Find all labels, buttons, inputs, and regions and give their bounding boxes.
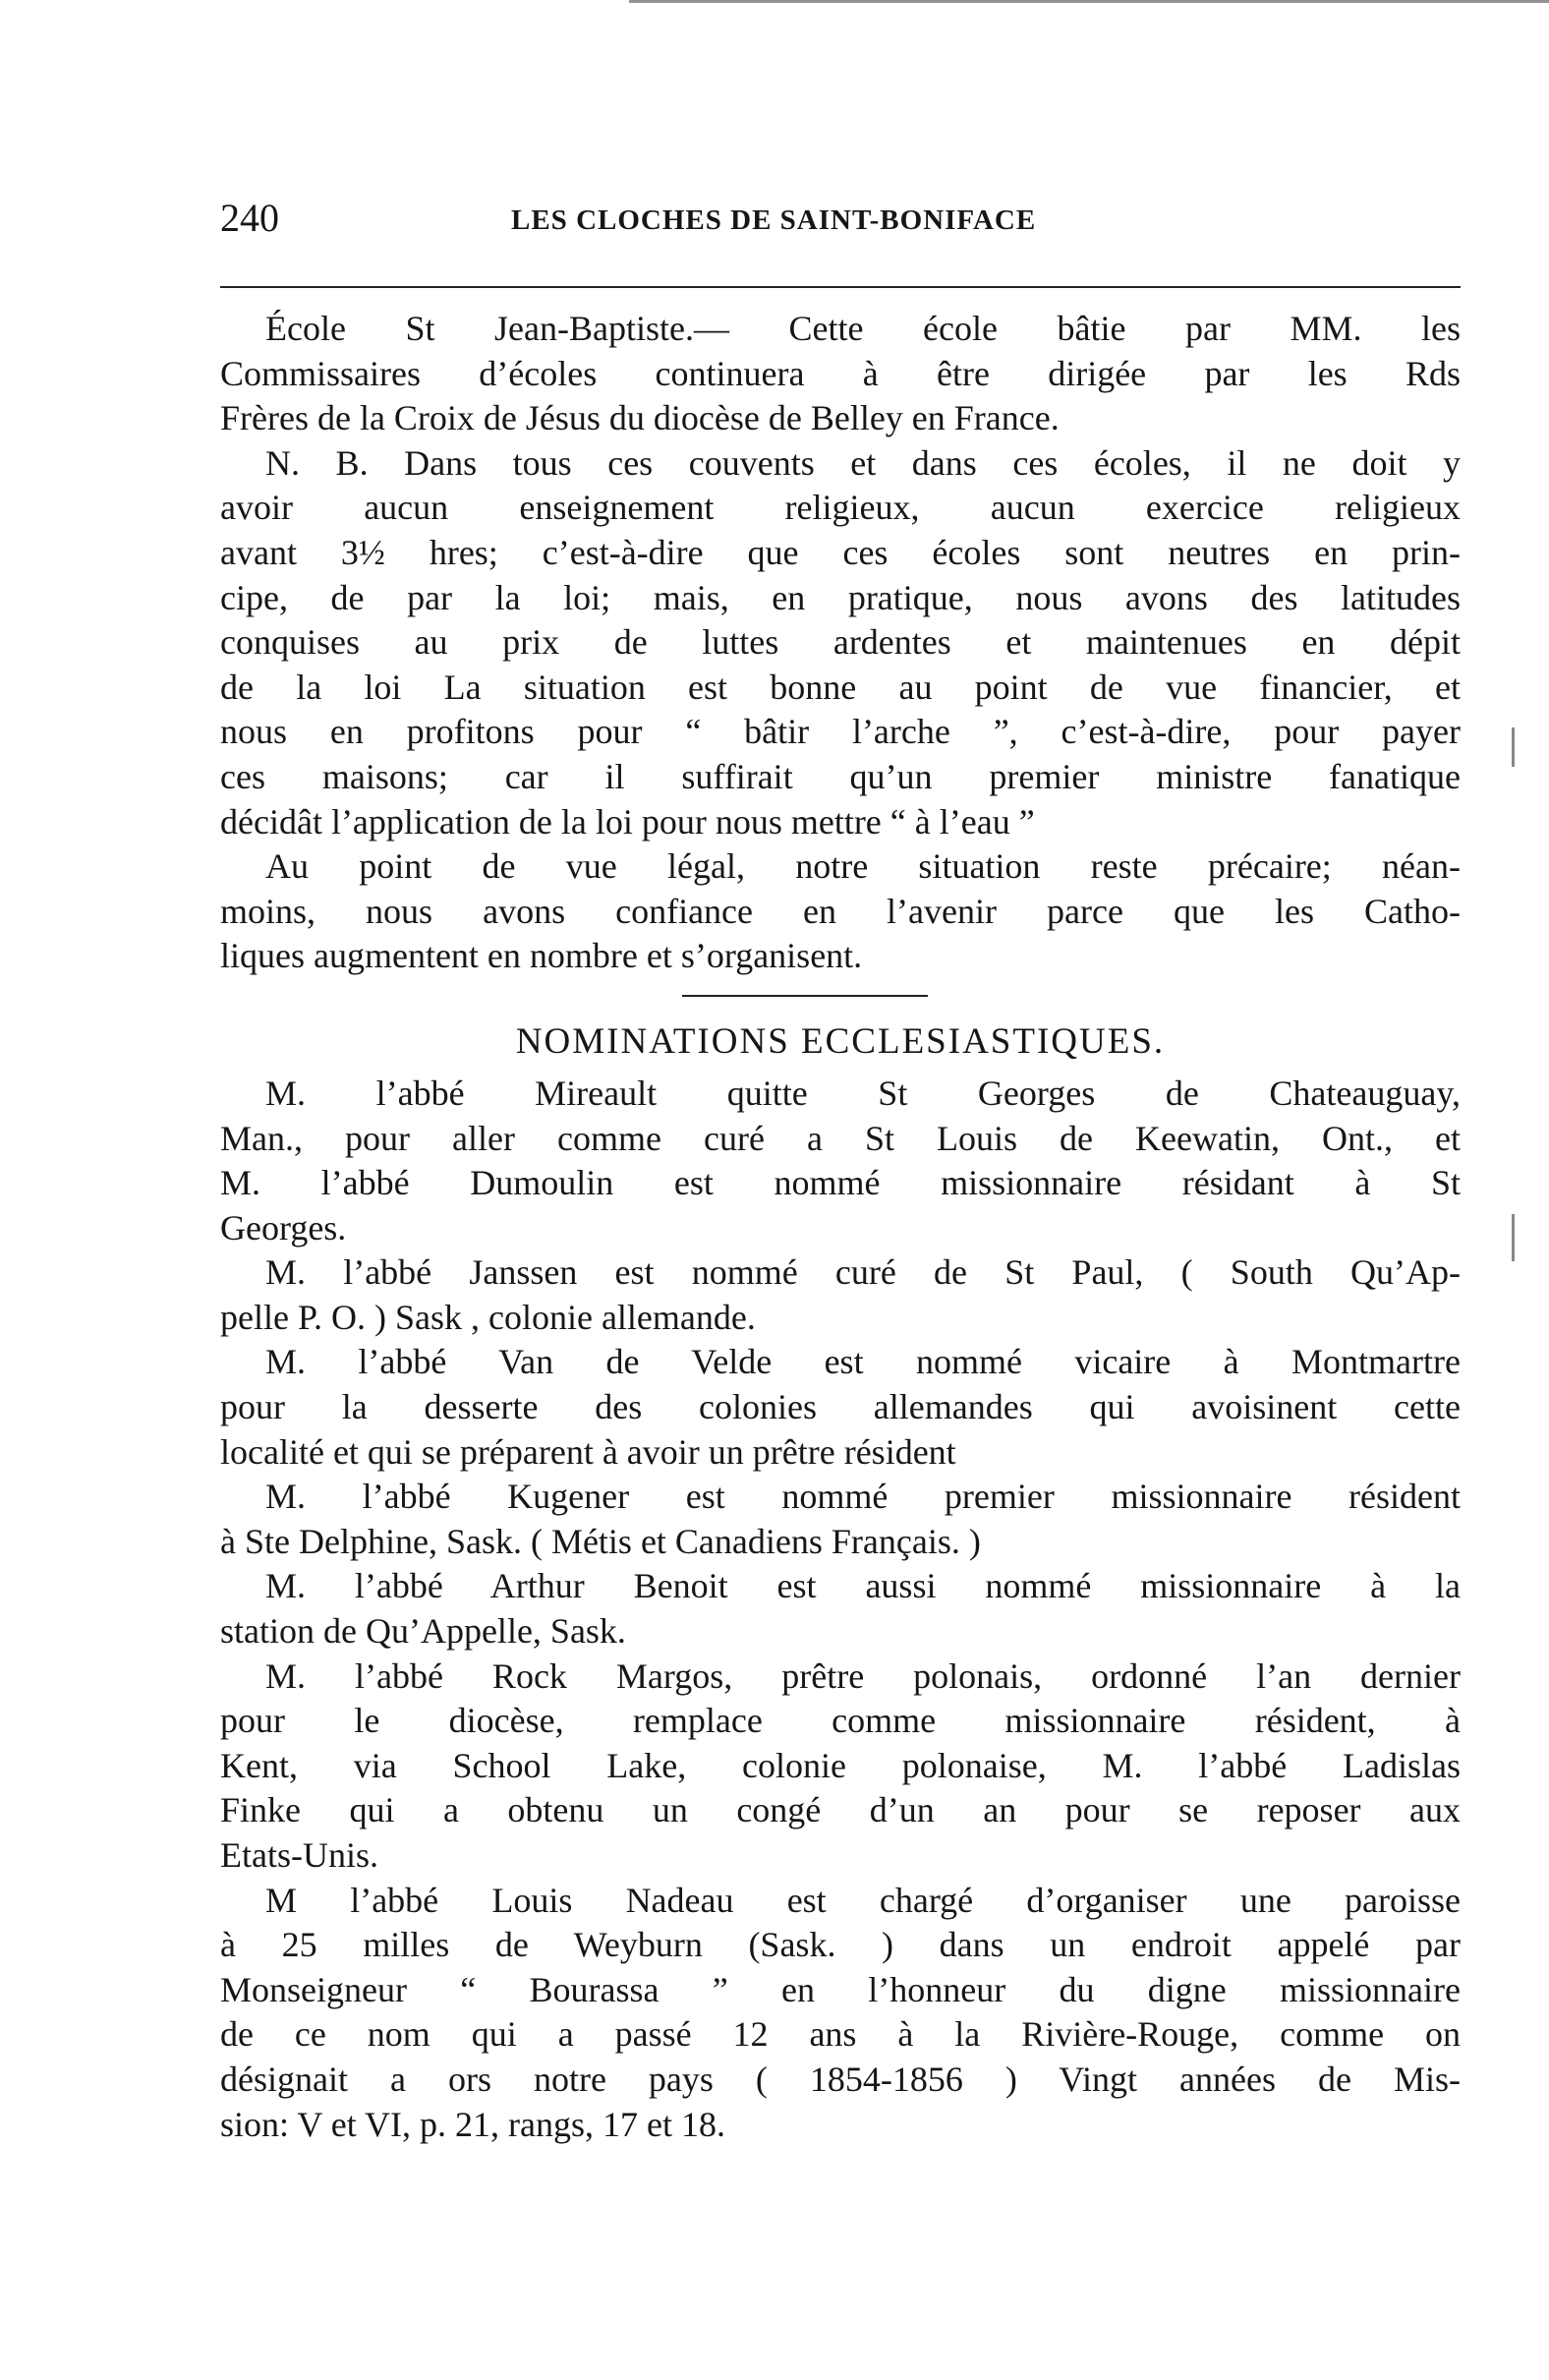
text-line: Finke qui a obtenu un congé d’un an pour se reposer aux bbox=[220, 1790, 1461, 1830]
margin-mark bbox=[1512, 1214, 1515, 1261]
text-line: conquises au prix de luttes ardentes et maintenues en dépit bbox=[220, 622, 1461, 663]
text-line: Frères de la Croix de Jésus du diocèse de Belley en France. bbox=[220, 398, 1060, 438]
text-line: M. l’abbé Mireault quitte St Georges de Chateauguay, bbox=[265, 1073, 1461, 1113]
nomination-kugener bbox=[220, 1475, 1461, 1564]
text-line: décidât l’application de la loi pour nous mettre “ à l’eau ” bbox=[220, 801, 1035, 842]
text-line: station de Qu’Appelle, Sask. bbox=[220, 1611, 626, 1652]
header-rule bbox=[220, 286, 1461, 288]
nomination-margos bbox=[220, 1654, 1461, 1879]
text-line: Au point de vue légal, notre situation reste précaire; néan- bbox=[265, 846, 1461, 887]
text-line: moins, nous avons confiance en l’avenir parce que les Catho- bbox=[220, 891, 1461, 931]
text-line: nous en profitons pour “ bâtir l’arche ”, c’est-à-dire, pour payer bbox=[220, 712, 1461, 752]
nomination-van-de-velde bbox=[220, 1340, 1461, 1475]
text-line: désignait a ors notre pays ( 1854-1856 ) Vingt années de Mis- bbox=[220, 2059, 1461, 2099]
paragraph-ecole-st-jean-baptiste bbox=[220, 307, 1461, 441]
text-line: N. B. Dans tous ces couvents et dans ces écoles, il ne doit y bbox=[265, 442, 1461, 483]
page-number: 240 bbox=[220, 196, 279, 240]
text-line: École St Jean-Baptiste.— Cette école bâtie par MM. les bbox=[265, 309, 1461, 348]
text-line: sion: V et VI, p. 21, rangs, 17 et 18. bbox=[220, 2104, 725, 2144]
paragraph-situation-legale bbox=[220, 844, 1461, 979]
text-line: M. l’abbé Rock Margos, prêtre polonais, ordonné l’an dernier bbox=[265, 1655, 1461, 1696]
text-line: à 25 milles de Weyburn (Sask. ) dans un endroit appelé par bbox=[220, 1925, 1461, 1965]
text-line: M. l’abbé Kugener est nommé premier missionnaire résident bbox=[265, 1477, 1461, 1517]
text-line: Monseigneur “ Bourassa ” en l’honneur du digne missionnaire bbox=[220, 1969, 1461, 2009]
text-line: Commissaires d’écoles continuera à être dirigée par les Rds bbox=[220, 353, 1461, 393]
text-line: Etats-Unis. bbox=[220, 1835, 378, 1875]
text-line: M. l’abbé Van de Velde est nommé vicaire à Montmartre bbox=[265, 1342, 1461, 1382]
scan-edge-line bbox=[629, 0, 1549, 3]
nomination-nadeau bbox=[220, 1879, 1461, 2148]
nomination-mireault bbox=[220, 1072, 1461, 1250]
text-line: avant 3½ hres; c’est-à-dire que ces écoles sont neutres en prin- bbox=[220, 532, 1461, 572]
margin-mark bbox=[1512, 727, 1515, 767]
text-line: pour le diocèse, remplace comme missionnaire résident, à bbox=[220, 1701, 1461, 1741]
text-line: M. l’abbé Dumoulin est nommé missionnaire résidant à St bbox=[220, 1163, 1461, 1203]
page-header bbox=[220, 195, 1461, 263]
paragraph-nota-bene bbox=[220, 441, 1461, 844]
text-line: pour la desserte des colonies allemandes qui avoisinent cette bbox=[220, 1387, 1461, 1427]
text-line: de ce nom qui a passé 12 ans à la Rivière-Rouge, comme on bbox=[220, 2014, 1461, 2055]
text-line: localité et qui se préparent à avoir un prêtre résident bbox=[220, 1431, 956, 1472]
body-text bbox=[220, 307, 1461, 2147]
text-line: ces maisons; car il suffirait qu’un premier ministre fanatique bbox=[220, 756, 1461, 796]
text-line: M. l’abbé Arthur Benoit est aussi nommé missionnaire à la bbox=[265, 1566, 1461, 1606]
text-line: pelle P. O. ) Sask , colonie allemande. bbox=[220, 1297, 756, 1337]
section-title: NOMINATIONS ECCLESIASTIQUES. bbox=[515, 1020, 1166, 1062]
text-line: liques augmentent en nombre et s’organisent. bbox=[220, 936, 863, 976]
text-line: Kent, via School Lake, colonie polonaise, M. l’abbé Ladislas bbox=[220, 1745, 1461, 1785]
nomination-janssen bbox=[220, 1250, 1461, 1340]
text-line: cipe, de par la loi; mais, en pratique, nous avons des latitudes bbox=[220, 577, 1461, 617]
text-line: M l’abbé Louis Nadeau est chargé d’organiser une paroisse bbox=[265, 1880, 1461, 1920]
section-divider bbox=[682, 995, 928, 997]
text-line: M. l’abbé Janssen est nommé curé de St Paul, ( South Qu’Ap- bbox=[265, 1252, 1461, 1293]
text-line: Man., pour aller comme curé a St Louis de Keewatin, Ont., et bbox=[220, 1118, 1461, 1158]
running-head: LES CLOCHES DE SAINT-BONIFACE bbox=[511, 204, 1037, 236]
text-line: à Ste Delphine, Sask. ( Métis et Canadiens Français. ) bbox=[220, 1521, 981, 1561]
text-line: de la loi La situation est bonne au point de vue financier, et bbox=[220, 667, 1461, 707]
text-line: Georges. bbox=[220, 1207, 347, 1248]
text-line: avoir aucun enseignement religieux, aucun exercice religieux bbox=[220, 488, 1461, 528]
nomination-benoit bbox=[220, 1564, 1461, 1654]
